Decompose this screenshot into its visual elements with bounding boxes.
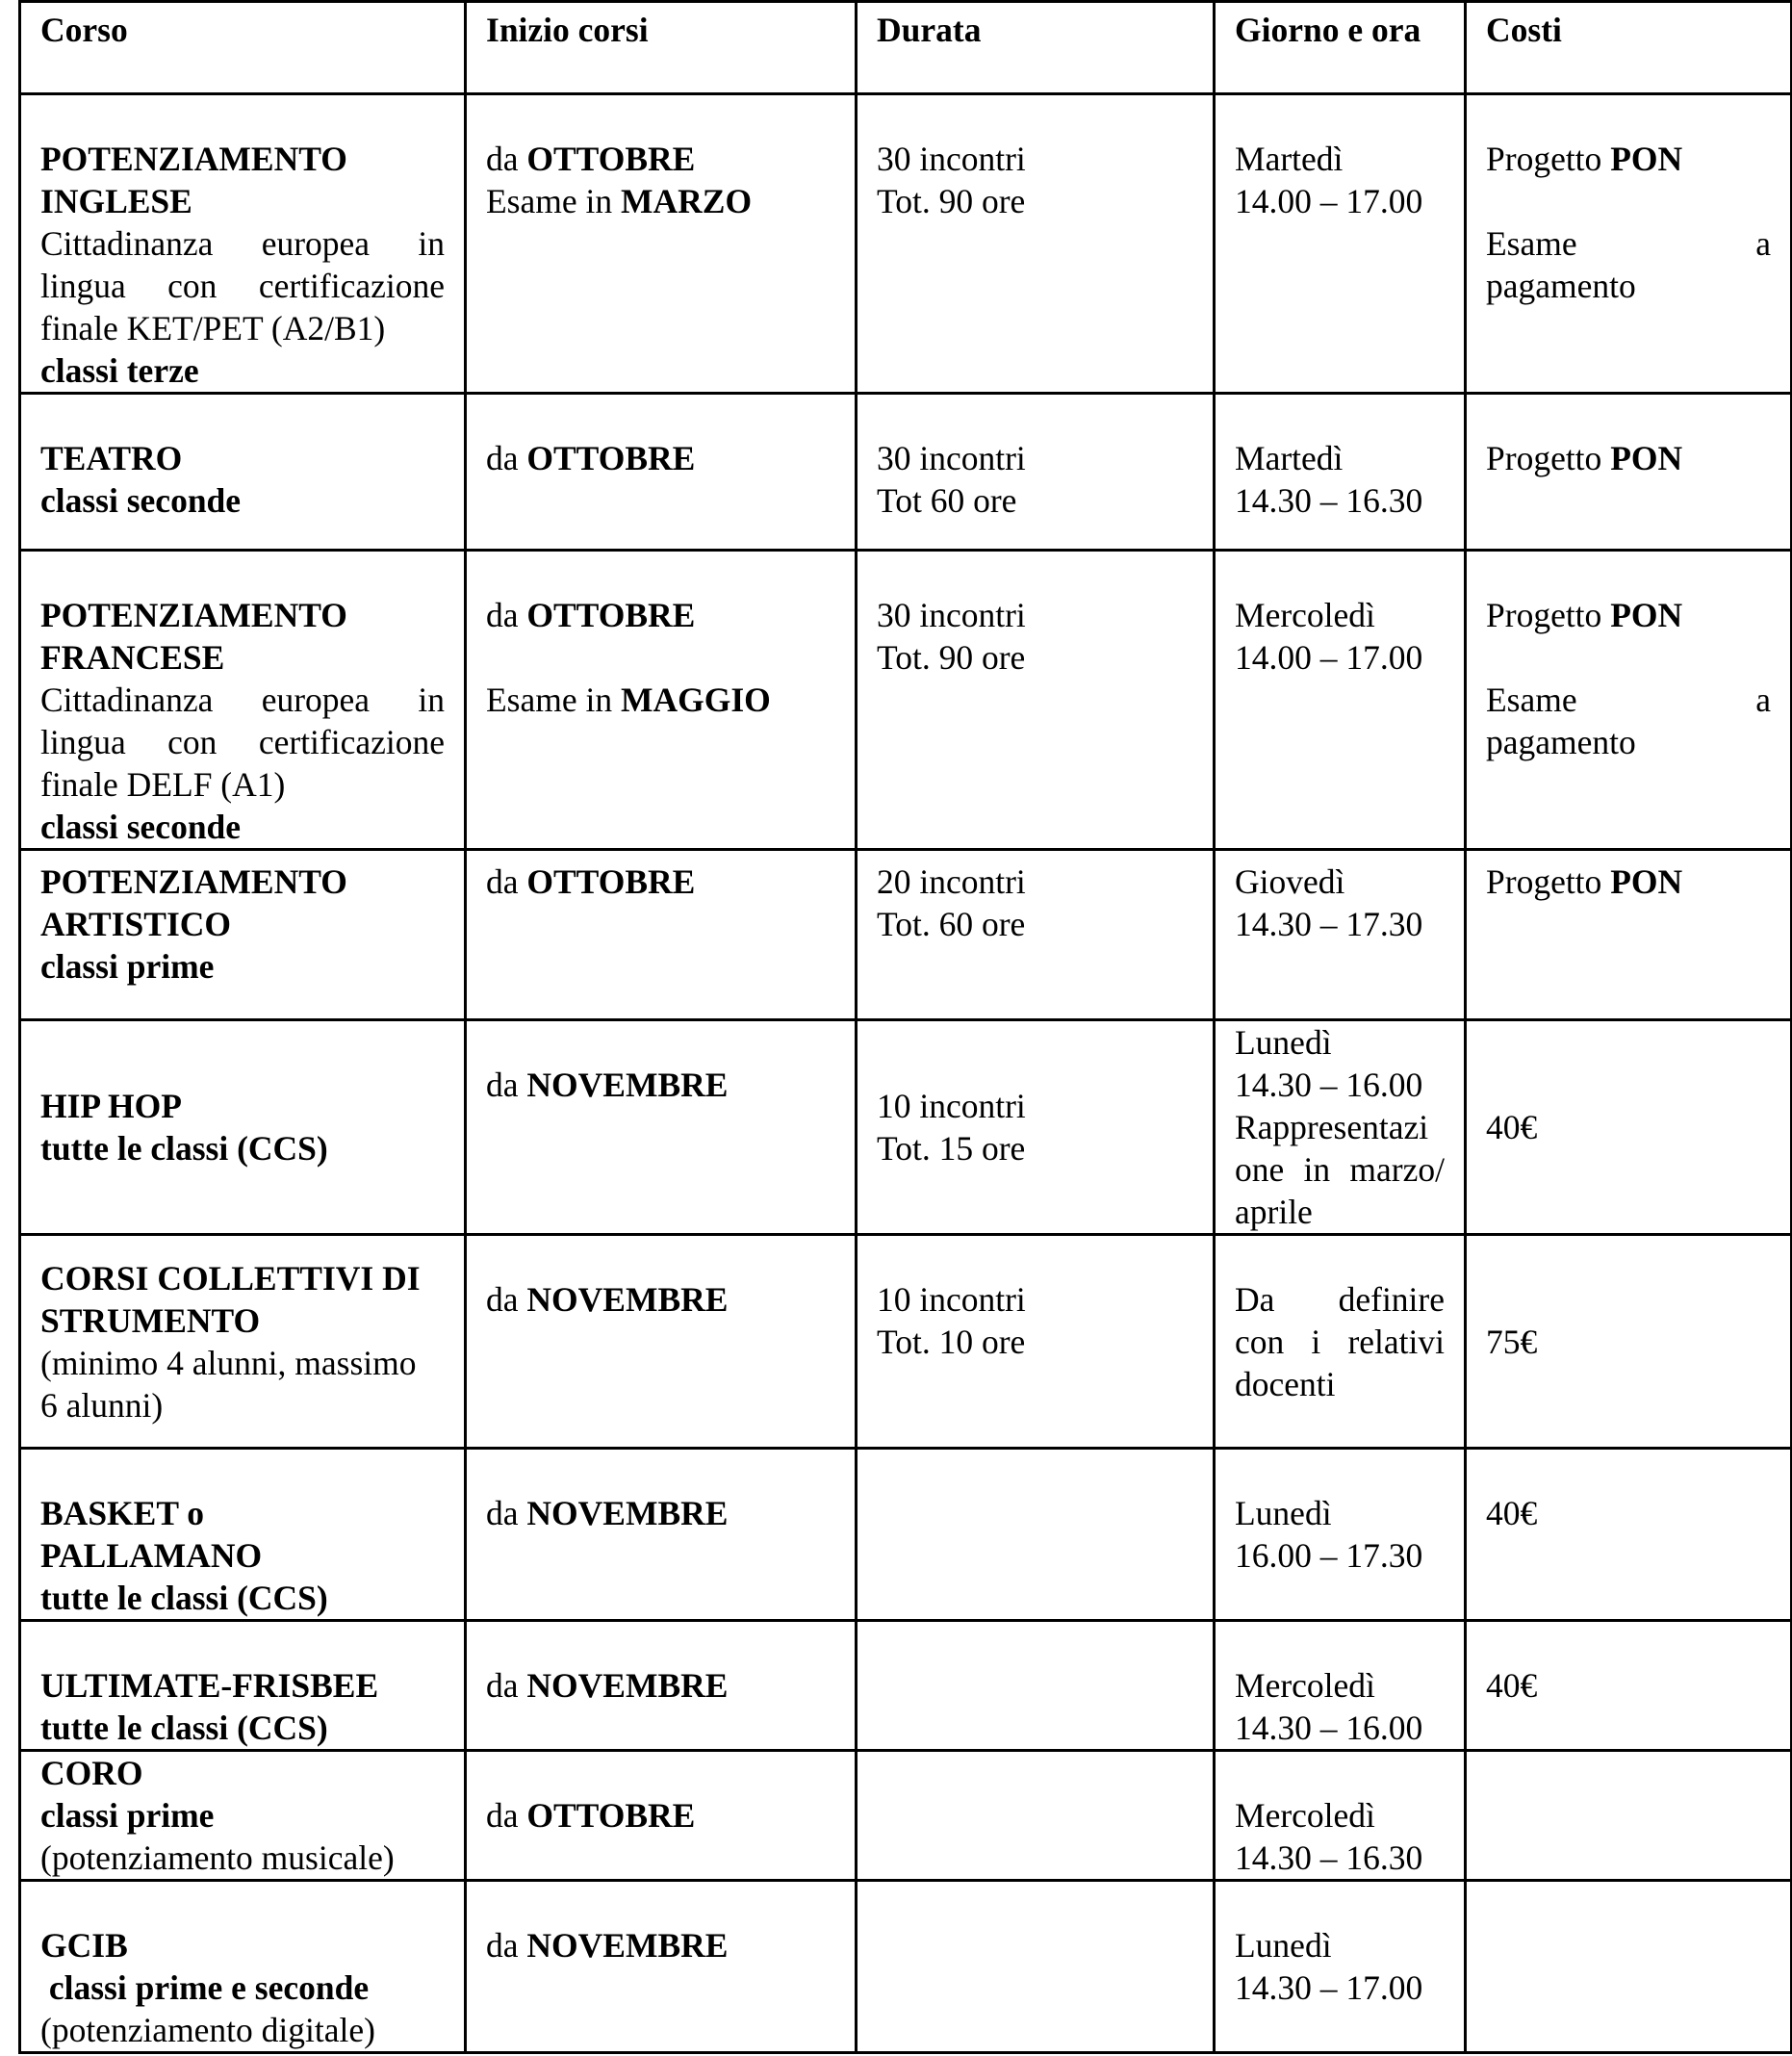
course-description: lingua con certificazione: [40, 267, 445, 305]
schedule-time: 14.30 – 17.30: [1235, 905, 1423, 943]
schedule-time: 14.30 – 16.00: [1235, 1066, 1423, 1104]
course-note: (potenziamento digitale): [40, 2011, 375, 2049]
schedule-day: Giovedì: [1235, 862, 1345, 901]
start-month: NOVEMBRE: [526, 1280, 729, 1319]
start-cell: [466, 850, 857, 1020]
duration-cell: [857, 1020, 1215, 1235]
course-title: CORO: [40, 1754, 143, 1792]
duration-hours: Tot. 15 ore: [877, 1129, 1026, 1168]
courses-table-container: [18, 0, 1792, 2054]
schedule-day: Lunedì: [1235, 1926, 1332, 1965]
course-description: finale KET/PET (A2/B1): [40, 309, 386, 347]
schedule-cell: [1215, 394, 1466, 551]
start-prefix: da: [486, 862, 519, 901]
start-cell: [466, 94, 857, 394]
course-title: POTENZIAMENTO: [40, 140, 347, 178]
duration-cell: [857, 850, 1215, 1020]
schedule-day: Martedì: [1235, 439, 1344, 477]
schedule-day: Mercoledì: [1235, 1666, 1375, 1705]
schedule-time: 14.30 – 16.30: [1235, 1838, 1423, 1877]
course-title: ARTISTICO: [40, 905, 232, 943]
course-cell: [20, 1235, 466, 1449]
course-classes: classi prime: [40, 1796, 215, 1835]
cost-exam-a: a: [1755, 224, 1771, 263]
cost-prefix: Progetto: [1486, 439, 1602, 477]
duration-cell: [857, 1751, 1215, 1881]
duration-sessions: 30 incontri: [877, 439, 1026, 477]
duration-sessions: 10 incontri: [877, 1280, 1026, 1319]
schedule-time: 14.30 – 16.30: [1235, 481, 1423, 520]
course-note: (minimo 4 alunni, massimo: [40, 1343, 417, 1382]
start-cell: [466, 1235, 857, 1449]
exam-month: MAGGIO: [621, 681, 771, 719]
start-cell: [466, 1020, 857, 1235]
course-cell: [20, 1881, 466, 2053]
course-classes: classi prime: [40, 947, 215, 986]
course-classes: tutte le classi (CCS): [40, 1579, 328, 1617]
course-classes: tutte le classi (CCS): [40, 1129, 328, 1168]
course-description: Cittadinanza europea in: [40, 224, 445, 263]
start-month: NOVEMBRE: [526, 1666, 729, 1705]
duration-hours: Tot. 60 ore: [877, 905, 1026, 943]
start-cell: [466, 394, 857, 551]
header-duration: Durata: [857, 2, 1215, 94]
schedule-cell: [1215, 1751, 1466, 1881]
cost-cell: [1466, 1020, 1792, 1235]
duration-sessions: 10 incontri: [877, 1087, 1026, 1125]
start-month: NOVEMBRE: [526, 1066, 729, 1104]
start-cell: [466, 551, 857, 850]
schedule-time: 14.00 – 17.00: [1235, 182, 1423, 220]
start-month: OTTOBRE: [526, 1796, 696, 1835]
schedule-day: Lunedì: [1235, 1494, 1332, 1532]
course-cell: [20, 850, 466, 1020]
course-title: CORSI COLLETTIVI DI: [40, 1258, 421, 1298]
duration-hours: Tot 60 ore: [877, 481, 1017, 520]
course-note: (potenziamento musicale): [40, 1838, 395, 1877]
course-title: INGLESE: [40, 182, 192, 220]
duration-hours: Tot. 90 ore: [877, 638, 1026, 677]
course-title: FRANCESE: [40, 638, 225, 677]
schedule-note: Rappresentazi: [1235, 1108, 1429, 1146]
table-row: [20, 1621, 1792, 1751]
course-note: 6 alunni): [40, 1385, 164, 1425]
course-cell: [20, 394, 466, 551]
table-row: [20, 1449, 1792, 1621]
duration-cell: [857, 1621, 1215, 1751]
course-cell: [20, 551, 466, 850]
start-prefix: da: [486, 140, 519, 178]
course-cell: [20, 1020, 466, 1235]
schedule-time: 14.30 – 17.00: [1235, 1968, 1423, 2007]
table-row: [20, 394, 1792, 551]
schedule-cell: [1215, 1235, 1466, 1449]
start-month: OTTOBRE: [526, 439, 696, 477]
start-prefix: da: [486, 1494, 519, 1532]
schedule-time: 16.00 – 17.30: [1235, 1536, 1423, 1575]
duration-sessions: 30 incontri: [877, 596, 1026, 634]
cost-exam-a: a: [1755, 681, 1771, 719]
course-title: HIP HOP: [40, 1087, 182, 1125]
course-classes: tutte le classi (CCS): [40, 1709, 328, 1747]
cost-cell: [1466, 1449, 1792, 1621]
schedule-time: 14.00 – 17.00: [1235, 638, 1423, 677]
cost-cell: [1466, 1235, 1792, 1449]
duration-hours: Tot. 90 ore: [877, 182, 1026, 220]
schedule-day: Lunedì: [1235, 1023, 1332, 1062]
start-prefix: da: [486, 596, 519, 634]
schedule-note: aprile: [1235, 1193, 1313, 1231]
start-prefix: da: [486, 1066, 519, 1104]
course-description: finale DELF (A1): [40, 765, 286, 804]
cost-cell: [1466, 1751, 1792, 1881]
header-start: Inizio corsi: [466, 2, 857, 94]
course-classes: classi seconde: [40, 481, 242, 520]
cost-prefix: Progetto: [1486, 140, 1602, 178]
exam-prefix: Esame in: [486, 182, 613, 220]
duration-cell: [857, 1881, 1215, 2053]
start-month: NOVEMBRE: [526, 1494, 729, 1532]
course-title: PALLAMANO: [40, 1536, 263, 1575]
duration-cell: [857, 1449, 1215, 1621]
duration-sessions: 20 incontri: [877, 862, 1026, 901]
cost-program: PON: [1610, 439, 1683, 477]
start-prefix: da: [486, 1666, 519, 1705]
course-description: Cittadinanza europea in: [40, 681, 445, 719]
header-course: Corso: [20, 2, 466, 94]
course-title: ULTIMATE-FRISBEE: [40, 1666, 379, 1705]
start-prefix: da: [486, 1280, 519, 1319]
start-cell: [466, 1751, 857, 1881]
duration-cell: [857, 1235, 1215, 1449]
course-title: POTENZIAMENTO: [40, 596, 347, 634]
duration-cell: [857, 394, 1215, 551]
duration-cell: [857, 551, 1215, 850]
schedule-cell: [1215, 850, 1466, 1020]
schedule-cell: [1215, 1449, 1466, 1621]
table-row: [20, 1751, 1792, 1881]
schedule-day: Mercoledì: [1235, 596, 1375, 634]
start-month: NOVEMBRE: [526, 1926, 729, 1965]
schedule-cell: [1215, 1020, 1466, 1235]
course-classes: classi terze: [40, 351, 199, 390]
cost-prefix: Progetto: [1486, 596, 1602, 634]
table-row: [20, 551, 1792, 850]
cost-cell: [1466, 94, 1792, 394]
cost-amount: 40€: [1486, 1494, 1538, 1532]
start-prefix: da: [486, 1926, 519, 1965]
start-month: OTTOBRE: [526, 140, 696, 178]
cost-prefix: Progetto: [1486, 862, 1602, 901]
table-row: [20, 1881, 1792, 2053]
course-title: BASKET o: [40, 1494, 205, 1532]
cost-exam: Esame: [1486, 681, 1577, 719]
schedule-cell: [1215, 94, 1466, 394]
duration-hours: Tot. 10 ore: [877, 1323, 1026, 1361]
schedule-note: one in marzo/: [1235, 1150, 1445, 1189]
course-classes: classi prime e seconde: [40, 1968, 370, 2007]
course-cell: [20, 1621, 466, 1751]
course-title: TEATRO: [40, 439, 183, 477]
exam-month: MARZO: [621, 182, 753, 220]
cost-program: PON: [1610, 140, 1683, 178]
courses-table: [18, 0, 1792, 2054]
course-title: STRUMENTO: [40, 1300, 261, 1340]
table-row: [20, 1020, 1792, 1235]
course-cell: [20, 94, 466, 394]
table-row: [20, 94, 1792, 394]
start-prefix: da: [486, 439, 519, 477]
schedule-day: Mercoledì: [1235, 1796, 1375, 1835]
cost-amount: 40€: [1486, 1666, 1538, 1705]
header-row: [20, 2, 1792, 94]
cost-exam-payment: pagamento: [1486, 723, 1636, 761]
cost-exam-payment: pagamento: [1486, 267, 1636, 305]
course-classes: classi seconde: [40, 808, 242, 846]
duration-cell: [857, 94, 1215, 394]
cost-cell: [1466, 850, 1792, 1020]
schedule-note: docenti: [1235, 1365, 1336, 1403]
course-title: POTENZIAMENTO: [40, 862, 347, 901]
start-cell: [466, 1621, 857, 1751]
course-description: lingua con certificazione: [40, 723, 445, 761]
schedule-note: con i relativi: [1235, 1323, 1445, 1361]
cost-cell: [1466, 551, 1792, 850]
cost-amount: 40€: [1486, 1108, 1538, 1146]
start-month: OTTOBRE: [526, 862, 696, 901]
schedule-cell: [1215, 551, 1466, 850]
cost-exam: Esame: [1486, 224, 1577, 263]
start-cell: [466, 1449, 857, 1621]
duration-sessions: 30 incontri: [877, 140, 1026, 178]
header-schedule: Giorno e ora: [1215, 2, 1466, 94]
start-month: OTTOBRE: [526, 596, 696, 634]
header-cost: Costi: [1466, 2, 1792, 94]
course-cell: [20, 1449, 466, 1621]
cost-program: PON: [1610, 862, 1683, 901]
course-title: GCIB: [40, 1926, 128, 1965]
schedule-time: 14.30 – 16.00: [1235, 1709, 1423, 1747]
start-cell: [466, 1881, 857, 2053]
table-row: [20, 850, 1792, 1020]
schedule-cell: [1215, 1881, 1466, 2053]
cost-cell: [1466, 1881, 1792, 2053]
start-prefix: da: [486, 1796, 519, 1835]
schedule-cell: [1215, 1621, 1466, 1751]
cost-program: PON: [1610, 596, 1683, 634]
exam-prefix: Esame in: [486, 681, 613, 719]
cost-cell: [1466, 394, 1792, 551]
table-row: [20, 1235, 1792, 1449]
course-cell: [20, 1751, 466, 1881]
schedule-day: Martedì: [1235, 140, 1344, 178]
cost-cell: [1466, 1621, 1792, 1751]
schedule-note: Da definire: [1235, 1280, 1445, 1319]
cost-amount: 75€: [1486, 1322, 1538, 1361]
